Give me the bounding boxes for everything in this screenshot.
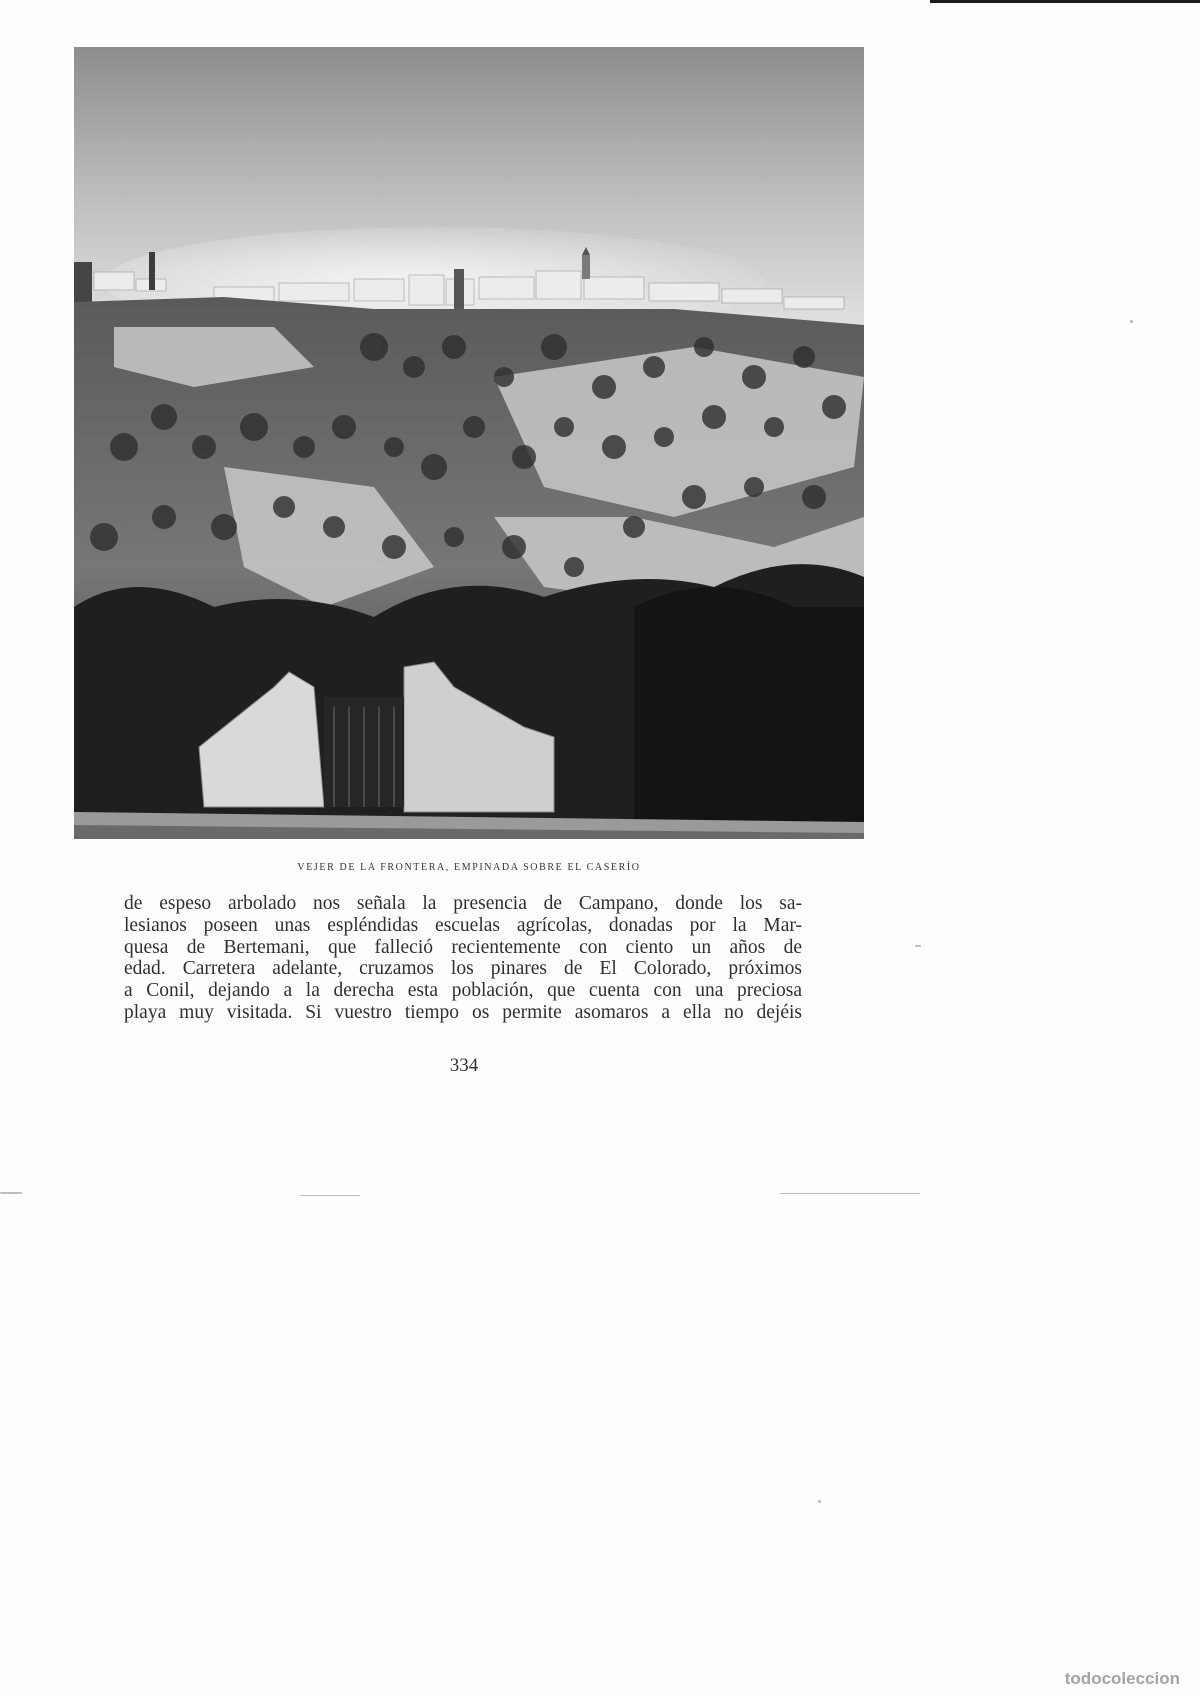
landscape-photo bbox=[74, 47, 864, 839]
scan-speck bbox=[1130, 320, 1133, 323]
scan-speck bbox=[915, 945, 921, 947]
scan-speck bbox=[818, 1500, 821, 1503]
body-line: quesa de Bertemani, que falleció recientemente con ciento un años de bbox=[124, 936, 802, 958]
scan-speck bbox=[300, 1195, 360, 1196]
photo-caption: VEJER DE LA FRONTERA, EMPINADA SOBRE EL CASERÍO bbox=[297, 862, 641, 873]
body-line: edad. Carretera adelante, cruzamos los pinares de El Colorado, próximos bbox=[124, 958, 802, 980]
body-line: lesianos poseen unas espléndidas escuelas agrícolas, donadas por la Mar- bbox=[124, 914, 802, 936]
page-number: 334 bbox=[449, 1055, 479, 1076]
body-line: playa muy visitada. Si vuestro tiempo os permite asomaros a ella no dejéis bbox=[124, 1001, 802, 1023]
top-edge-rule bbox=[930, 0, 1200, 3]
scan-speck bbox=[780, 1193, 920, 1194]
body-paragraph bbox=[124, 893, 802, 1024]
watermark-logo: todocoleccion bbox=[1064, 1669, 1180, 1688]
body-line: de espeso arbolado nos señala la presencia de Campano, donde los sa- bbox=[124, 893, 802, 914]
body-line: a Conil, dejando a la derecha esta población, que cuenta con una preciosa bbox=[124, 980, 802, 1002]
scan-speck bbox=[0, 1192, 22, 1194]
